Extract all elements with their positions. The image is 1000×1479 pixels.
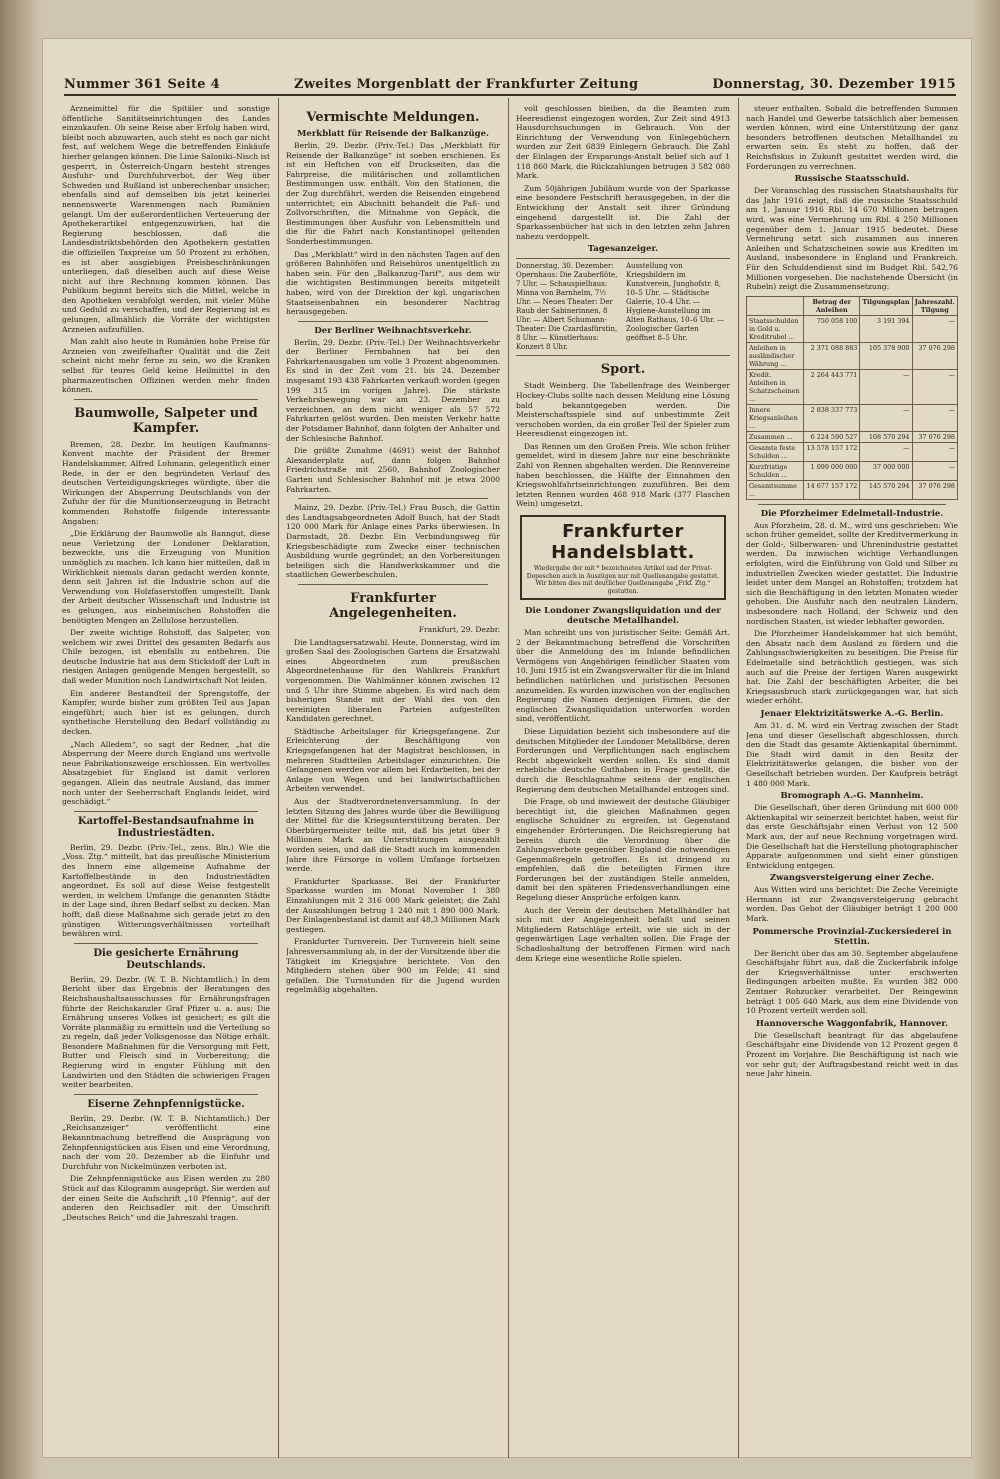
- article-paragraph: Zum 50jährigen Jubiläum wurde von der Sparkasse eine besondere Festschrift herausgegeben, in der die Entwicklung der Anstalt seit ihrer Gründung eingehend dargestellt ist. Die Zahl der Sparkassenbücher hat sich in den letzten zehn Jahren nahezu verdoppelt.: [516, 183, 730, 241]
- table-cell: —: [912, 315, 958, 342]
- table-cell: 37 076 298: [912, 431, 958, 442]
- article-subheadline: Merkblatt für Reisende der Balkanzüge.: [297, 129, 489, 139]
- table-cell: —: [912, 404, 958, 431]
- debt-table: [746, 296, 958, 500]
- article-headline: Baumwolle, Salpeter und Kampfer.: [74, 405, 258, 436]
- article-subheadline: Tagesanzeiger.: [587, 244, 659, 255]
- section-banner: [520, 515, 726, 600]
- listings-right: Ausstellung von Kriegsbildern im Kunstverein, Junghofstr. 8, 10–5 Uhr. — Städtische Galerie, 10–4 Uhr. — Hygiene-Ausstellung im Alten Rathaus, 10–6 Uhr. — Zoologischer Garten geöffnet 8–5 Uhr.: [626, 262, 725, 343]
- table-header-row: [747, 296, 958, 315]
- section-heading-sport: Sport.: [600, 362, 646, 378]
- article-paragraph: Die Pforzheimer Handelskammer hat sich bemüht, den Absatz nach dem Ausland zu fördern und die Zahlungsschwierigkeiten zu beseitigen. Die Preise für Edelmetalle sind beträchtlich gestiegen, was sich auch auf die Preise der fertigen Waren ausgewirkt hat. Die Zahl der beschäftigten Arbeiter, die bei Kriegsausbruch stark zurückgegangen war, hat sich wieder erhöht.: [746, 629, 958, 706]
- article-headline: Die Londoner Zwangsliquidation und der deutsche Metallhandel.: [525, 606, 721, 627]
- table-header: Jahreszahl. Tilgung: [912, 296, 958, 315]
- table-cell: 37 076 298: [912, 480, 958, 499]
- page-header: [64, 68, 956, 96]
- table-row: [747, 369, 958, 404]
- article-paragraph: Mainz, 29. Dezbr. (Priv.-Tel.) Frau Busch, die Gattin des Landtagsabgeordneten Adolf Busch, hat der Stadt 120 000 Mark für Anlage eines Parks überwiesen. In Darmstadt, 28. Dezbr. Ein Verbindungsweg für Kriegsbeschädigte zum Zwecke einer technischen Ausbildung wurde gegründet; an den Vorbereitungen beteiligen sich die Handwerkskammer und die staatlichen Gewerbeschulen.: [286, 503, 500, 580]
- table-body: [747, 315, 958, 499]
- banner-title: Frankfurter Handelsblatt.: [551, 521, 695, 564]
- table-cell: 37 000 000: [860, 461, 912, 480]
- article-paragraph: Die größte Zunahme (4691) weist der Bahnhof Alexanderplatz auf, dann folgen Bahnhof Friedrichstraße mit 2560, Bahnhof Zoologischer Garten und Schlesischer Bahnhof mit je etwa 2000 Fahrkarten.: [286, 446, 500, 494]
- table-cell: —: [912, 442, 958, 461]
- listings-left: Donnerstag, 30. Dezember: Opernhaus: Die Zauberflöte, 7 Uhr. — Schauspielhaus: Minna von Barnhelm, 7½ Uhr. — Neues Theater: Der Raub der Sabinerinnen, 8 Uhr. — Albert Schumann-Theater: Die Czardasfürstin, 8 Uhr. — Künstlerhaus: Konzert 8 Uhr.: [516, 262, 618, 352]
- article-paragraph: steuer enthalten. Sobald die betreffenden Summen nach Handel und Gewerbe tatsächlich aber bemessen werden können, wird eine Unterstützung der ganz besonders betroffenen deutschen Metallhandel zu erwarten sein. Es steht zu hoffen, daß der Reichsfiskus in Zukunft gestattet werden wird, die Forderungen zu verrechnen.: [746, 104, 958, 171]
- table-cell: Gesamtsumme ...: [747, 480, 804, 499]
- article-headline: Frankfurter Angelegenheiten.: [329, 590, 457, 621]
- article-paragraph: Die Landtagsersatzwahl. Heute, Donnerstag, wird im großen Saal des Zoologischen Gartens die Ersatzwahl eines Abgeordneten zum preußischen Abgeordnetenhause für den Wahlkreis Frankfurt vorgenommen. Die Wahlmänner können zwischen 12 und 5 Uhr ihre Stimme abgeben. Es wird nach dem bisherigen Stande mit der Wahl des von den vereinigten liberalen Parteien aufgestellten Kandidaten gerechnet.: [286, 637, 500, 724]
- section-divider: [74, 1094, 258, 1095]
- article-paragraph: Bremen, 28. Dezbr. Im heutigen Kaufmanns-Konvent machte der Präsident der Bremer Handelskammer, Alfred Lohmann, gelegentlich einer Rede, in der er den begründeten Verlauf des deutschen Verteidigungskrieges würdigte, über die Wirkungen der Absperrung Deutschlands von der Zufuhr der für die Munitionserzeugung in Betracht kommenden Rohstoffe folgende interessante Angaben:: [62, 439, 270, 526]
- banner-notice: Wiedergabe der mit * bezeichneten Artikel und der Privat-Depeschen auch in Auszügen nur mit Quellenangabe gestattet. Wir bitten dies mit deutlicher Quellenangabe „Frkf. Ztg.“ gestatten.: [526, 565, 720, 595]
- article-paragraph: Berlin, 29. Dezbr. (W. T. B. Nichtamtlich.) In dem Bericht über das Ergebnis der Beratungen des Reichshaushaltsausschusses für Ernährungsfragen führte der Reichskanzler Graf Pfizer u. a. aus: Die Ernährung unseres Volkes ist gesichert; es gilt die Vorräte planmäßig zu ermitteln und die Verteilung so zu regeln, daß jeder Volksgenosse das Nötige erhält. Besondere Maßnahmen für die Versorgung mit Fett, Butter und Fleisch sind in Vorbereitung; die Regierung wird in engster Fühlung mit den Landwirten und den Städten die schwierigen Fragen weiter bearbeiten.: [62, 974, 270, 1090]
- section-divider: [74, 399, 258, 400]
- table-cell: 105 378 900: [860, 342, 912, 369]
- table-cell: Anleihen in ausländischer Währung ...: [747, 342, 804, 369]
- column-rule: [738, 98, 739, 1458]
- table-row: [747, 480, 958, 499]
- table-cell: 14 677 157 172: [804, 480, 860, 499]
- table-header: Betrag der Anleihen: [804, 296, 860, 315]
- article-headline: Zwangsversteigerung einer Zeche.: [769, 873, 935, 884]
- table-cell: 750 058 100: [804, 315, 860, 342]
- article-paragraph: Die Zehnpfennigstücke aus Eisen werden zu 280 Stück auf das Kilogramm ausgeprägt. Sie werden auf der einen Seite die Aufschrift „10 Pfennig“, auf der anderen den Reichsadler mit der Umschrift „Deutsches Reich“ und die Jahreszahl tragen.: [62, 1174, 270, 1222]
- article-paragraph: „Nach Alledem“, so sagt der Redner, „hat die Absperrung der Meere durch England uns wertvolle neue Fabrikationszweige erschlossen. Ein wertvolles Absatzgebiet für England ist damit verloren gegangen. Allein das neutrale Ausland, das immer noch unter der Seeherrschaft Englands leidet, wird geschädigt.“: [62, 739, 270, 807]
- article-headline: Bromograph A.-G. Mannheim.: [780, 791, 924, 802]
- article-paragraph: Das „Merkblatt“ wird in den nächsten Tagen auf den größeren Bahnhöfen und Reisebüros unentgeltlich zu haben sein. Für den „Balkanzug-Tarif“, aus dem wir die wichtigsten Bestimmungen bereits mitgeteilt haben, wird von der Direktion der kgl. ungarischen Staatseisenbahnen ein besonderer Nachtrag herausgegeben.: [286, 249, 500, 317]
- table-cell: 1 099 000 000: [804, 461, 860, 480]
- article-headline: Hannoversche Waggonfabrik, Hannover.: [755, 1018, 949, 1029]
- table-cell: Kurzfristige Schulden ...: [747, 461, 804, 480]
- article-headline: Pommersche Provinzial-Zuckersiederei in Stettin.: [752, 926, 952, 947]
- article-headline: Vermischte Meldungen.: [306, 110, 480, 125]
- article-paragraph: Die Gesellschaft, über deren Gründung mit 600 000 Aktienkapital wir seinerzeit berichtet haben, weist für das erste Geschäftsjahr einen Verlust von 12 500 Mark aus, der auf neue Rechnung vorgetragen wird. Die Gesellschaft hat die Herstellung photographischer Apparate aufgenommen und sieht einer günstigen Entwicklung entgegen.: [746, 803, 958, 870]
- table-row: [747, 442, 958, 461]
- article-headline: Die Pforzheimer Edelmetall-Industrie.: [760, 508, 944, 519]
- article-headline: Kartoffel-Bestandsaufnahme in Industriestädten.: [77, 815, 255, 839]
- table-cell: Staatsschulden in Gold u. Kreditrubel ...: [747, 315, 804, 342]
- article-headline: Eiserne Zehnpfennigstücke.: [87, 1098, 245, 1110]
- section-divider: [758, 504, 946, 505]
- article-paragraph: Diese Liquidation bezieht sich insbesondere auf die deutschen Mitglieder der Londoner Metallbörse, deren Forderungen und Verpflichtungen nach englischem Recht abgewickelt werden sollen. Es sind damit erhebliche deutsche Guthaben in Frage gestellt, die durch die Beschlagnahme seitens der englischen Regierung dem deutschen Metallhandel entzogen sind.: [516, 726, 730, 794]
- article-headline: Jenaer Elektrizitätswerke A.-G. Berlin.: [760, 708, 944, 719]
- section-divider: [298, 498, 488, 499]
- article-paragraph: Der zweite wichtige Rohstoff, das Salpeter, von welchem wir zwei Drittel des gesamten Bedarfs aus Chile bezogen, ist ebenfalls zu entbehren. Die deutsche Industrie hat aus dem Stickstoff der Luft in riesigen Anlagen genügende Mengen hergestellt, so daß weder Munition noch Landwirtschaft Not leiden.: [62, 628, 270, 686]
- table-cell: —: [860, 404, 912, 431]
- article-paragraph: Die Frage, ob und inwieweit der deutsche Gläubiger berechtigt ist, die gleichen Maßnahmen gegen englische Schuldner zu ergreifen, ist Gegenstand eingehender Erörterungen. Die Reichsregierung hat bereits durch die Verordnung über die Zahlungsverbote gegenüber England die notwendigen Gegenmaßregeln getroffen. Es ist dringend zu empfehlen, daß die beteiligten Firmen ihre Forderungen bei der zuständigen Stelle anmelden, damit bei den späteren Friedensverhandlungen eine Regelung dieser Ansprüche erfolgen kann.: [516, 797, 730, 903]
- table-cell: 2 838 337 773: [804, 404, 860, 431]
- table-cell: —: [912, 461, 958, 480]
- column-3: [516, 104, 730, 1454]
- article-paragraph: Berlin, 29. Dezbr. (Priv.-Tel.) Das „Merkblatt für Reisende der Balkanzüge“ ist soeben erschienen. Es ist ein Heftchen von elf Druckseiten, das die Fahrpreise, die militärischen und zollamtlichen Bestimmungen usw. enthält. Von den Stationen, die der Zug durchfährt, werden die Reisenden eingehend unterrichtet; ein Abschnitt behandelt die Paß- und Zollvorschriften, die Mitnahme von Gepäck, die Bestimmungen über Ausfuhr von Lebensmitteln und die für die Fahrt nach Konstantinopel geltenden Sonderbestimmungen.: [286, 141, 500, 246]
- article-paragraph: Man schreibt uns von juristischer Seite: Gemäß Art. 2 der Bekanntmachung betreffend die Vorschriften über die Anmeldung des im Inlande befindlichen Vermögens von Angehörigen feindlicher Staaten vom 10. Juni 1915 ist ein Zwangsverwalter für die im Inland befindlichen natürlichen und juristischen Personen anzumelden. Es wurden inzwischen von der englischen Regierung die Namen derjenigen Firmen, die der englischen Zwangsliquidation unterworfen worden sind, veröffentlicht.: [516, 628, 730, 724]
- article-paragraph: „Die Erklärung der Baumwolle als Banngut, diese neue Verletzung der Londoner Deklaration, bezweckte, uns die Erzeugung von Munition unmöglich zu machen. Ich kann hier mitteilen, daß in Wirklichkeit niemals daran gedacht werden konnte, denn seit Jahren ist die Industrie schon auf die Verwendung von Holzfaserstoffen umgestellt. Dank der Arbeit deutscher Wissenschaft und Industrie ist es gelungen, aus einheimischen Rohstoffen die benötigten Mengen an Zellulose herzustellen.: [62, 529, 270, 625]
- binding-gutter: [0, 0, 42, 1479]
- table-cell: Kredit. Anleihen in Schatzscheinen ...: [747, 369, 804, 404]
- section-divider: [74, 943, 258, 944]
- table-cell: Zusammen ...: [747, 431, 804, 442]
- article-paragraph: Auch der Verein der deutschen Metallhändler hat sich mit der Angelegenheit befaßt und seinen Mitgliedern Ratschläge erteilt, wie sie sich in der gegenwärtigen Lage verhalten sollen. Die Frage der Schadloshaltung der betroffenen Firmen wird nach dem Kriege eine wesentliche Rolle spielen.: [516, 905, 730, 963]
- table-cell: Innere Kriegsanleihen ...: [747, 404, 804, 431]
- table-cell: —: [860, 369, 912, 404]
- table-row: [747, 342, 958, 369]
- article-paragraph: Städtische Arbeitslager für Kriegsgefangene. Zur Erleichterung der Beschäftigung von Kriegsgefangenen hat der Magistrat beschlossen, in mehreren Stadtteilen Arbeitslager einzurichten. Die Gefangenen werden vor allem bei Erdarbeiten, bei der Anlage von Wegen und bei landwirtschaftlichen Arbeiten verwendet.: [286, 726, 500, 794]
- article-paragraph: Der Voranschlag des russischen Staatshaushalts für das Jahr 1916 zeigt, daß die russische Staatsschuld am 1. Januar 1916 Rbl. 14 670 Millionen betragen wird, was eine Vermehrung um Rbl. 4 250 Millionen gegenüber dem 1. Januar 1915 bedeutet. Diese Vermehrung setzt sich zusammen aus inneren Anleihen und Schatzscheinen sowie aus Krediten im Ausland, insbesondere in England und Frankreich. Für den Schuldendienst sind im Budget Rbl. 542,76 Millionen vorgesehen. Die nachstehende Übersicht (in Rubeln) zeigt die Zusammensetzung:: [746, 186, 958, 292]
- table-cell: Gesamte feste Schulden ...: [747, 442, 804, 461]
- newspaper-page: [42, 38, 972, 1458]
- table-row: [747, 404, 958, 431]
- article-paragraph: Man zahlt also heute in Rumänien hohe Preise für Arzneien von zweifelhafter Qualität und die Zeit scheint nicht mehr ferne zu sein, wo die Kranken selbst für teures Geld keine Heilmittel in den pharmazeutischen Offizinen werden mehr finden können.: [62, 337, 270, 395]
- article-paragraph: Aus Pforzheim, 28. d. M., wird uns geschrieben: Wie schon früher gemeldet, sollte der Kreditvermerkung in der Gold-, Silberwaren- und Uhrenindustrie gestattet werden. Da inzwischen wichtige Verhandlungen erfolgten, wird die Einführung von Gold und Silber zu industriellen Zwecken wieder gestattet. Die Industrie leidet unter dem Mangel an Rohstoffen; trotzdem hat sich die Beschäftigung in den letzten Monaten wieder gehoben. Die Ausfuhr nach den neutralen Ländern, insbesondere nach Holland, der Schweiz und den nordischen Staaten, ist wieder lebhafter geworden.: [746, 520, 958, 626]
- article-paragraph: Berlin, 29. Dezbr. (Priv.-Tel., zens. Bln.) Wie die „Voss. Ztg.“ mitteilt, hat das preußische Ministerium des Innern eine allgemeine Aufnahme der Kartoffelbestände in den Industriestädten angeordnet. Es soll auf diese Weise festgestellt werden, in welchem Umfange die genannten Städte in der Lage sind, ihren Bedarf selbst zu decken. Man hofft, daß diese Maßnahme sich gerade jetzt zu den günstigen Witterungsverhältnissen vorteilhaft bewähren wird.: [62, 842, 270, 939]
- column-2: [286, 104, 500, 1454]
- page-number-label: Nummer 361 Seite 4: [64, 77, 220, 92]
- table-cell: 3 191 394: [860, 315, 912, 342]
- article-paragraph: Aus der Stadtverordnetenversammlung. In der letzten Sitzung des Jahres wurde über die Bewilligung der Mittel für die Kriegsunterstützung beraten. Der Oberbürgermeister teilte mit, daß bis jetzt über 9 Millionen Mark an Unterstützungen ausgezahlt worden seien, und daß die Stadt auch im kommenden Jahre ihre Fürsorge in vollem Umfange fortsetzen werde.: [286, 797, 500, 874]
- article-headline: Die gesicherte Ernährung Deutschlands.: [93, 947, 239, 971]
- table-cell: 2 264 443 771: [804, 369, 860, 404]
- table-cell: 2 371 088 883: [804, 342, 860, 369]
- article-paragraph: Der Bericht über das am 30. September abgelaufene Geschäftsjahr führt aus, daß die Zuckerfabrik infolge der Kriegsverhältnisse unter erschwerten Bedingungen arbeiten mußte. Es wurden 382 000 Zentner Rohzucker verarbeitet. Der Reingewinn beträgt 1 005 640 Mark, aus dem eine Dividende von 10 Prozent verteilt werden soll.: [746, 948, 958, 1016]
- column-1: [62, 104, 270, 1454]
- table-cell: 13 578 157 172: [804, 442, 860, 461]
- article-paragraph: Ein anderer Bestandteil der Sprengstoffe, der Kampfer, wurde bisher zum größten Teil aus Japan eingeführt; auch hier ist es gelungen, durch synthetische Herstellung den Bedarf vollständig zu decken.: [62, 688, 270, 737]
- article-headline: Russische Staatsschuld.: [794, 174, 910, 185]
- article-paragraph: Arzneimittel für die Spitäler und sonstige öffentliche Sanitätseinrichtungen des Landes einzukaufen. Ob seine Reise aber Erfolg haben wird, bleibt noch abzuwarten, auch steht es noch gar nicht fest, auf welchem Wege die betreffenden Einkäufe hierher gelangen können. Die Linie Saloniki–Nisch ist gesperrt, in Österreich-Ungarn besteht strenges Ausfuhr- und Durchfuhrverbot, der Weg über Schweden und Rußland ist unberechenbar unsicher; ebenfalls sind auf demselben bis jetzt keinerlei nennenswerte Warenmengen nach Rumänien gelangt. Um der außerordentlichen Verteuerung der Apothekerartikel entgegenzuwirken, hat die Regierung beschlossen, daß die Landesdistriktsbehörden den Apothekern gestatten die offiziellen Taxpreise um 50 Prozent zu erhöhen, es ist aber ausgiebigen Preisbeschränkungen unterliegen, daß dieselben auch auf diese Weise nicht auf ihre Rechnung kommen können. Das Publikum beginnt bereits sich die Mittel, welche in den Apotheken verabfolgt werden, mit vieler Mühe und Geduld zu verschaffen, und der Regierung ist es gelungen, allmählich die Vorräte der wichtigsten Arzneien aufzufüllen.: [62, 104, 270, 334]
- article-paragraph: Das Rennen um den Großen Preis. Wie schon früher gemeldet, wird in diesem Jahre nur eine beschränkte Zahl von Rennen abgehalten werden. Die Rennvereine haben beschlossen, die Hälfte der Einnahmen den Kriegswohlfahrtseinrichtungen zuzuführen. Bei dem letzten Rennen wurden 468 918 Mark (377 Flaschen Wein) umgesetzt.: [516, 441, 730, 509]
- article-paragraph: Die Gesellschaft beantragt für das abgelaufene Geschäftsjahr eine Dividende von 12 Prozent gegen 8 Prozent im Vorjahre. Die Beschäftigung ist nach wie vor sehr gut; der Auftragsbestand reicht weit in das neue Jahr hinein.: [746, 1030, 958, 1079]
- table-cell: —: [860, 442, 912, 461]
- section-divider: [74, 811, 258, 812]
- table-cell: 6 224 590 527: [804, 431, 860, 442]
- table-cell: —: [912, 369, 958, 404]
- table-row: [747, 315, 958, 342]
- article-paragraph: Berlin, 29. Dezbr. (Priv.-Tel.) Der Weihnachtsverkehr der Berliner Fernbahnen hat bei den Fahrkartenausgaben um volle 3 Prozent abgenommen. Es sind in der Zeit vom 21. bis 24. Dezember insgesamt 193 438 Fahrkarten verkauft worden (gegen 199 315 im vorigen Jahre). Die stärkste Verkehrsbewegung war am 23. Dezember zu verzeichnen, an dem nicht weniger als 57 572 Fahrkarten gelöst wurden. Den meisten Verkehr hatte der Potsdamer Bahnhof, dann folgten der Anhalter und der Schlesische Bahnhof.: [286, 337, 500, 443]
- table-cell: 145 570 294: [860, 480, 912, 499]
- table-row: [747, 461, 958, 480]
- article-paragraph: Frankfurter Sparkasse. Bei der Frankfurter Sparkasse wurden im Monat November 1 380 Einzahlungen mit 2 316 000 Mark geleistet; die Zahl der Auszahlungen betrug 1 240 mit 1 890 000 Mark. Der Einlagenbestand ist damit auf 48,3 Millionen Mark gestiegen.: [286, 876, 500, 934]
- section-divider: [298, 321, 488, 322]
- masthead-title: Zweites Morgenblatt der Frankfurter Zeitung: [294, 77, 639, 92]
- column-rule: [508, 98, 509, 1458]
- article-paragraph: Berlin, 29. Dezbr. (W. T. B. Nichtamtlich.) Der „Reichsanzeiger“ veröffentlicht eine Bekanntmachung betreffend die Ausprägung von Zehnpfennigstücken aus Eisen und eine Verordnung, nach der vom 20. Dezember ab die Einfuhr und Durchfuhr von Nickelmünzen verboten ist.: [62, 1113, 270, 1171]
- page-edge: [972, 0, 1000, 1479]
- table-cell: 108 570 294: [860, 431, 912, 442]
- article-paragraph: Am 31. d. M. wird ein Vertrag zwischen der Stadt Jena und dieser Gesellschaft abgeschlossen, durch den die Stadt das gesamte Aktienkapital übernimmt. Die Stadt wird damit in den Besitz der Elektrizitätswerke gelangen, die bisher von der Gesellschaft betrieben wurden. Der Kaufpreis beträgt 1 480 000 Mark.: [746, 720, 958, 788]
- column-rule: [278, 98, 279, 1458]
- column-4: [746, 104, 958, 1454]
- table-header: [747, 296, 804, 315]
- daily-listings: [516, 258, 730, 356]
- table-row: [747, 431, 958, 442]
- table-header: Tilgungsplan: [860, 296, 912, 315]
- issue-date: Donnerstag, 30. Dezember 1915: [712, 77, 956, 92]
- dateline: Frankfurt, 29. Dezbr.: [418, 624, 500, 634]
- article-paragraph: Stadt Weinberg. Die Tabellenfrage des Weinberger Hockey-Clubs sollte nach dessen Meldung eine Lösung bald bekanntgegeben werden. Die Meisterschaftsspiele sind auf unbestimmte Zeit verschoben worden, da ein großer Teil der Spieler zum Heeresdienst eingezogen ist.: [516, 381, 730, 439]
- article-paragraph: Frankfurter Turnverein. Der Turnverein hielt seine Jahresversammlung ab, in der der Vorsitzende über die Tätigkeit im Kriegsjahre berichtete. Von den Mitgliedern stehen über 900 im Felde; 41 sind gefallen. Die Turnstunden für die Jugend wurden regelmäßig abgehalten.: [286, 937, 500, 995]
- article-subheadline: Der Berliner Weihnachtsverkehr.: [314, 325, 472, 336]
- section-divider: [298, 584, 488, 585]
- article-paragraph: voll geschlossen bleiben, da die Beamten zum Heeresdienst eingezogen worden. Zur Zeit sind 4913 Hausdurchsuchungen in Gebrauch. Von der Einrichtung der Verwendung von Einlegebüchern wurden zur Zeit 6839 Einlegern Gebrauch. Die Zahl der Einlagen der Ersparungs-Anstalt belief sich auf 1 118 860 Mark, die Rückzahlungen betrugen 3 582 080 Mark.: [516, 104, 730, 181]
- table-cell: 37 076 298: [912, 342, 958, 369]
- article-paragraph: Aus Witten wird uns berichtet: Die Zeche Vereinigte Hermann ist zur Zwangsversteigerung gebracht worden. Das Gebot der Gläubiger beträgt 1 200 000 Mark.: [746, 885, 958, 924]
